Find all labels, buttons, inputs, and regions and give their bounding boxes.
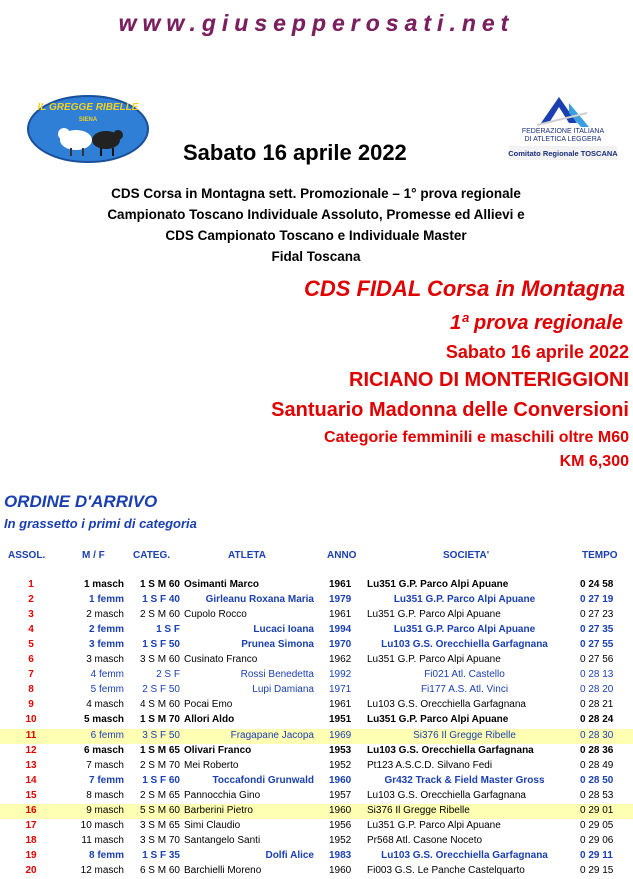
table-row <box>0 578 633 593</box>
result-athlete: Santangelo Santi <box>184 834 261 846</box>
result-category: 3 S M 70 <box>139 834 180 846</box>
result-position: 18 <box>25 834 37 846</box>
result-year: 1957 <box>329 789 352 801</box>
result-position: 8 <box>28 684 34 696</box>
result-mf: 2 femm <box>88 624 124 636</box>
table-row <box>0 759 633 774</box>
result-time: 0 24 58 <box>580 579 614 590</box>
result-category: 1 S F 40 <box>142 594 180 606</box>
col-time: TEMPO <box>582 550 618 561</box>
results-note: In grassetto i primi di categoria <box>4 516 197 531</box>
col-athlete: ATLETA <box>228 550 266 561</box>
table-row <box>0 819 633 834</box>
result-mf: 7 femm <box>88 774 124 786</box>
result-club: Pr568 Atl. Casone Noceto <box>367 834 483 846</box>
result-category: 1 S F <box>156 624 180 636</box>
result-club: Si376 Il Gregge Ribelle <box>413 729 516 741</box>
result-category: 1 S F 50 <box>142 639 180 651</box>
result-position: 2 <box>28 594 34 606</box>
result-category: 2 S F <box>156 669 180 681</box>
result-club: Gr432 Track & Field Master Gross <box>384 774 545 786</box>
col-mf: M / F <box>82 550 105 561</box>
result-year: 1971 <box>329 684 352 696</box>
result-time: 0 28 50 <box>580 774 614 786</box>
result-club: Lu351 G.P. Parco Alpi Apuane <box>367 579 509 590</box>
result-mf: 1 masch <box>83 579 124 590</box>
result-position: 13 <box>25 759 37 771</box>
result-mf: 1 femm <box>88 594 124 606</box>
result-athlete: Rossi Benedetta <box>240 669 314 681</box>
result-mf: 8 femm <box>88 849 124 861</box>
result-club: Lu103 G.S. Orecchiella Garfagnana <box>367 699 526 711</box>
result-position: 7 <box>28 669 34 681</box>
result-athlete: Barberini Pietro <box>184 804 253 816</box>
fidal-line-3: Comitato Regionale TOSCANA <box>508 149 618 158</box>
result-mf: 2 masch <box>86 609 124 621</box>
result-mf: 11 masch <box>81 834 124 846</box>
table-row <box>0 789 633 804</box>
result-position: 20 <box>25 864 37 876</box>
result-athlete: Olivari Franco <box>184 744 252 756</box>
event-round: 1ª prova regionale <box>449 312 623 334</box>
result-year: 1970 <box>329 639 352 651</box>
table-row <box>0 683 633 698</box>
result-mf: 3 masch <box>86 654 124 666</box>
result-club: Lu351 G.P. Parco Alpi Apuane <box>367 714 509 726</box>
table-row <box>0 698 633 713</box>
table-row <box>0 804 633 819</box>
result-athlete: Lupi Damiana <box>252 684 314 696</box>
result-position: 15 <box>25 789 37 801</box>
col-club: SOCIETA' <box>443 550 490 561</box>
fidal-line-1: FEDERAZIONE ITALIANA <box>521 128 605 135</box>
col-year: ANNO <box>327 550 357 561</box>
result-club: Fi003 G.S. Le Panche Castelquarto <box>367 864 525 876</box>
result-year: 1961 <box>329 699 352 711</box>
result-year: 1969 <box>329 729 352 741</box>
result-mf: 4 masch <box>86 699 124 711</box>
result-mf: 9 masch <box>86 804 124 816</box>
result-year: 1983 <box>329 849 352 861</box>
result-year: 1961 <box>329 609 352 621</box>
table-row <box>0 864 633 879</box>
event-place: RICIANO DI MONTERIGGIONI <box>349 369 629 391</box>
result-time: 0 29 15 <box>580 864 614 876</box>
result-mf: 10 masch <box>80 819 124 831</box>
result-time: 0 27 19 <box>580 594 614 606</box>
result-position: 9 <box>28 699 34 711</box>
table-row <box>0 744 633 759</box>
result-category: 2 S M 70 <box>139 759 180 771</box>
promo-line-3: CDS Campionato Toscano e Individuale Master <box>165 228 467 243</box>
fidal-line-2: DI ATLETICA LEGGERA <box>524 136 602 143</box>
event-date: Sabato 16 aprile 2022 <box>445 342 629 362</box>
result-position: 14 <box>25 774 37 786</box>
result-athlete: Simi Claudio <box>184 819 241 831</box>
result-club: Lu103 G.S. Orecchiella Garfagnana <box>381 849 548 861</box>
result-mf: 4 femm <box>90 669 124 681</box>
result-year: 1960 <box>329 864 352 876</box>
result-year: 1952 <box>329 834 352 846</box>
result-athlete: Cusinato Franco <box>184 654 258 666</box>
result-category: 5 S M 60 <box>139 804 180 816</box>
result-time: 0 28 30 <box>580 729 614 741</box>
result-category: 2 S M 65 <box>139 789 180 801</box>
result-position: 1 <box>28 579 34 590</box>
result-club: Lu103 G.S. Orecchiella Garfagnana <box>381 639 548 651</box>
header-date: Sabato 16 aprile 2022 <box>183 140 407 165</box>
table-row <box>0 713 633 728</box>
result-category: 4 S M 60 <box>139 699 180 711</box>
result-mf: 8 masch <box>86 789 124 801</box>
result-time: 0 27 35 <box>580 624 614 636</box>
result-category: 1 S M 60 <box>139 579 180 590</box>
result-position: 19 <box>25 849 37 861</box>
result-time: 0 28 24 <box>580 714 614 726</box>
gregge-ribelle-logo <box>26 94 152 164</box>
result-mf: 6 femm <box>90 729 124 741</box>
result-year: 1994 <box>329 624 352 636</box>
result-athlete: Girleanu Roxana Maria <box>205 594 314 606</box>
result-year: 1992 <box>329 669 352 681</box>
result-position: 4 <box>28 624 34 636</box>
table-row <box>0 834 633 849</box>
result-time: 0 28 53 <box>580 789 614 801</box>
result-mf: 3 femm <box>88 639 124 651</box>
result-athlete: Barchielli Moreno <box>184 864 262 876</box>
promo-line-1: CDS Corsa in Montagna sett. Promozionale – 1° prova regionale <box>111 186 521 201</box>
result-time: 0 29 05 <box>580 819 614 831</box>
result-club: Lu351 G.P. Parco Alpi Apuane <box>367 609 501 621</box>
result-category: 3 S F 50 <box>142 729 180 741</box>
event-categories: Categorie femminili e maschili oltre M60 <box>324 429 629 446</box>
result-position: 10 <box>25 714 37 726</box>
result-time: 0 27 55 <box>580 639 614 651</box>
result-athlete: Mei Roberto <box>184 759 239 771</box>
result-time: 0 28 36 <box>580 744 614 756</box>
col-pos: ASSOL. <box>8 550 46 561</box>
promo-line-2: Campionato Toscano Individuale Assoluto, Promesse ed Allievi e <box>107 207 525 222</box>
result-mf: 5 masch <box>83 714 124 726</box>
result-club: Pt123 A.S.C.D. Silvano Fedi <box>367 759 493 771</box>
result-time: 0 28 13 <box>580 669 614 681</box>
result-position: 12 <box>25 744 37 756</box>
result-athlete: Osimanti Marco <box>184 579 260 590</box>
result-athlete: Pocai Emo <box>184 699 233 711</box>
result-category: 3 S M 65 <box>139 819 180 831</box>
result-position: 6 <box>28 654 34 666</box>
result-category: 1 S M 70 <box>139 714 180 726</box>
result-athlete: Pannocchia Gino <box>184 789 261 801</box>
promo-line-4: Fidal Toscana <box>271 249 361 264</box>
result-position: 17 <box>25 819 37 831</box>
col-cat: CATEG. <box>133 550 171 561</box>
result-position: 16 <box>25 804 37 816</box>
result-athlete: Prunea Simona <box>241 639 314 651</box>
result-mf: 5 femm <box>90 684 124 696</box>
result-year: 1952 <box>329 759 352 771</box>
table-row <box>0 729 633 744</box>
result-mf: 12 masch <box>80 864 124 876</box>
result-mf: 7 masch <box>86 759 124 771</box>
table-row <box>0 638 633 653</box>
result-time: 0 27 56 <box>580 654 614 666</box>
result-position: 11 <box>25 729 37 741</box>
result-time: 0 28 21 <box>580 699 614 711</box>
result-club: Fi177 A.S. Atl. Vinci <box>420 684 509 696</box>
result-category: 1 S M 65 <box>139 744 180 756</box>
result-position: 5 <box>28 639 34 651</box>
table-row <box>0 774 633 789</box>
result-time: 0 28 49 <box>580 759 614 771</box>
table-row <box>0 608 633 623</box>
result-club: Lu103 G.S. Orecchiella Garfagnana <box>367 744 534 756</box>
event-venue: Santuario Madonna delle Conversioni <box>271 399 629 421</box>
result-year: 1979 <box>329 594 352 606</box>
result-category: 6 S M 60 <box>139 864 180 876</box>
result-time: 0 27 23 <box>580 609 614 621</box>
result-athlete: Cupolo Rocco <box>184 609 247 621</box>
result-category: 2 S F 50 <box>142 684 180 696</box>
results-heading: ORDINE D'ARRIVO <box>4 492 158 511</box>
svg-text:IL GREGGE RIBELLE: IL GREGGE RIBELLE <box>37 102 139 113</box>
result-year: 1951 <box>329 714 352 726</box>
result-year: 1956 <box>329 819 352 831</box>
result-category: 1 S F 60 <box>142 774 180 786</box>
result-time: 0 29 06 <box>580 834 614 846</box>
result-mf: 6 masch <box>83 744 124 756</box>
table-row <box>0 668 633 683</box>
result-club: Fi021 Atl. Castello <box>424 669 505 681</box>
result-athlete: Toccafondi Grunwald <box>212 774 314 786</box>
result-time: 0 29 11 <box>580 849 613 861</box>
result-club: Si376 Il Gregge Ribelle <box>367 804 470 816</box>
result-athlete: Allori Aldo <box>184 714 235 726</box>
event-distance: KM 6,300 <box>559 453 629 470</box>
result-club: Lu351 G.P. Parco Alpi Apuane <box>393 624 536 636</box>
table-row <box>0 593 633 608</box>
result-year: 1960 <box>329 774 352 786</box>
result-position: 3 <box>28 609 34 621</box>
result-time: 0 28 20 <box>580 684 614 696</box>
result-club: Lu351 G.P. Parco Alpi Apuane <box>367 819 501 831</box>
event-title: CDS FIDAL Corsa in Montagna <box>303 276 625 301</box>
result-club: Lu351 G.P. Parco Alpi Apuane <box>393 594 536 606</box>
result-category: 3 S M 60 <box>139 654 180 666</box>
result-athlete: Dolfi Alice <box>265 849 314 861</box>
result-athlete: Fragapane Jacopa <box>230 729 314 741</box>
svg-text:SIENA: SIENA <box>78 117 98 123</box>
table-row <box>0 653 633 668</box>
result-category: 2 S M 60 <box>139 609 180 621</box>
result-year: 1962 <box>329 654 352 666</box>
result-category: 1 S F 35 <box>142 849 180 861</box>
result-club: Lu103 G.S. Orecchiella Garfagnana <box>367 789 526 801</box>
result-time: 0 29 01 <box>580 804 614 816</box>
result-year: 1953 <box>329 744 352 756</box>
result-club: Lu351 G.P. Parco Alpi Apuane <box>367 654 501 666</box>
result-year: 1960 <box>329 804 352 816</box>
site-title: www.giusepperosati.net <box>118 10 515 36</box>
fidal-logo <box>507 93 619 165</box>
result-athlete: Lucaci Ioana <box>253 624 314 636</box>
table-row <box>0 623 633 638</box>
result-year: 1961 <box>329 579 352 590</box>
table-row <box>0 849 633 864</box>
